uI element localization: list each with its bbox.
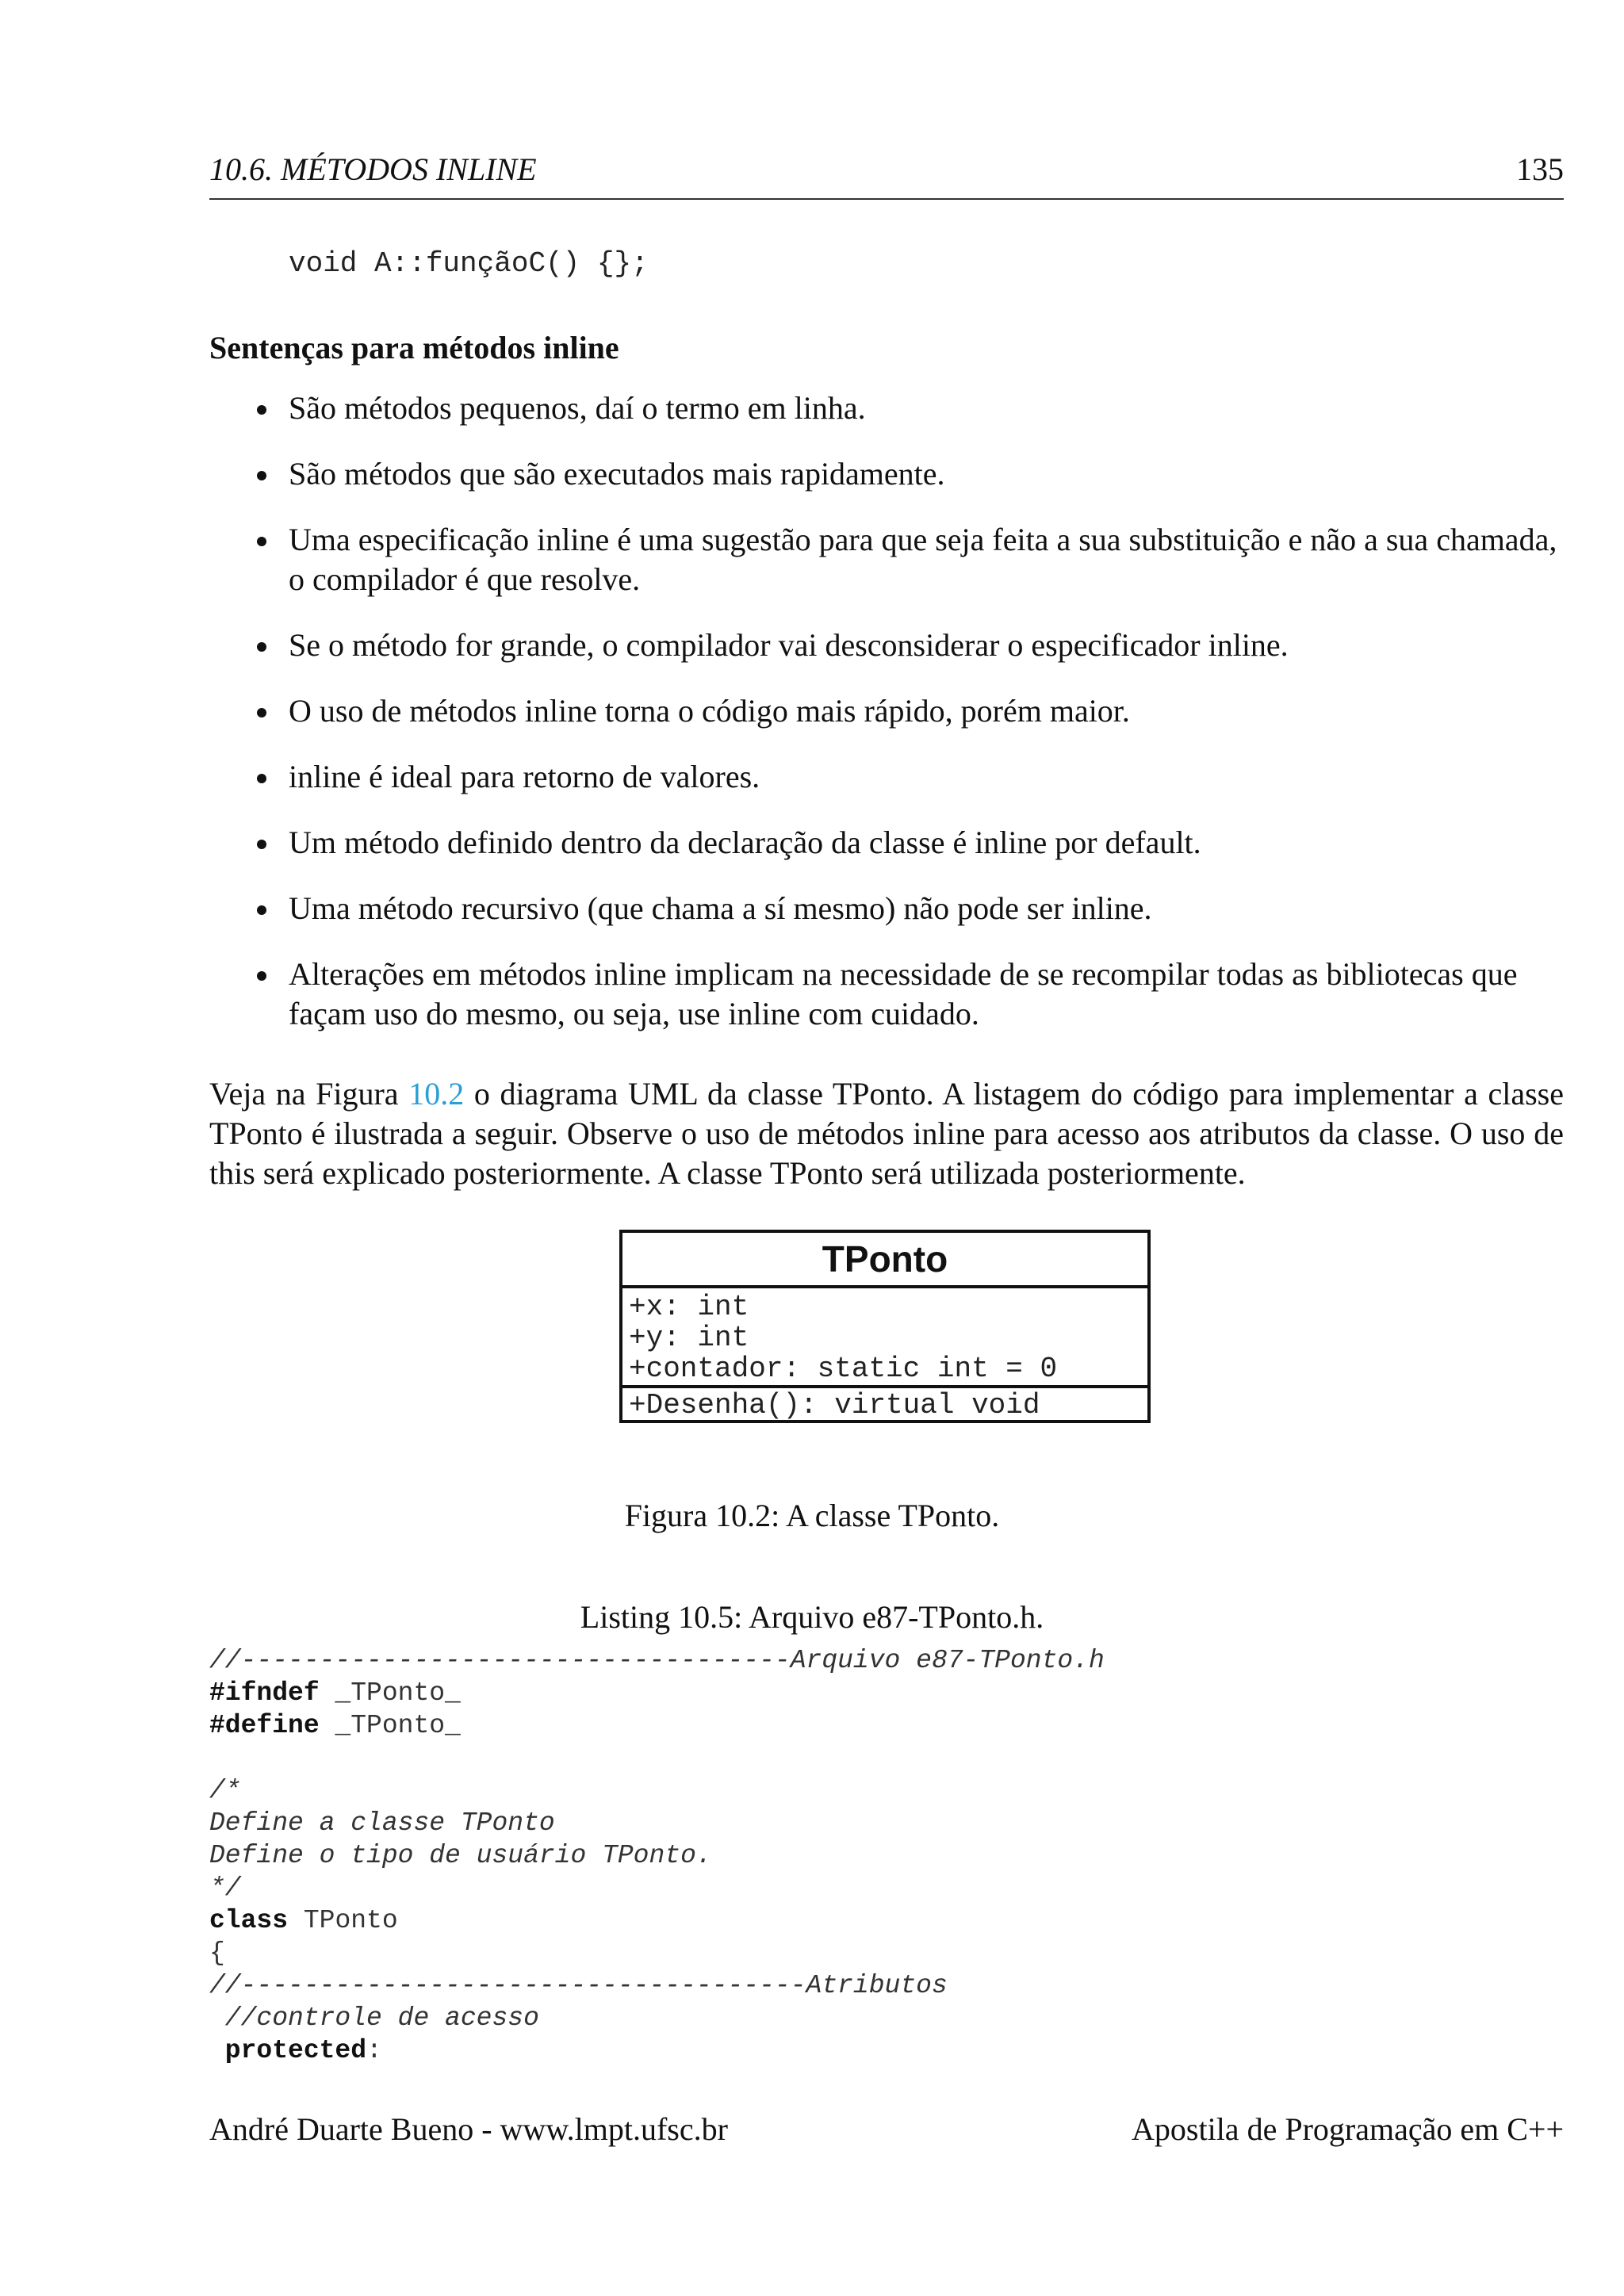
bullet-icon: [257, 405, 266, 415]
list-item-text: Uma método recursivo (que chama a sí mesmo) não pode ser inline.: [289, 890, 1152, 926]
code-comment: */: [209, 1873, 241, 1903]
footer-author: André Duarte Bueno - www.lmpt.ufsc.br: [209, 2111, 728, 2147]
uml-attribute: +x: int: [629, 1291, 749, 1323]
code-comment: Define a classe TPonto: [209, 1808, 555, 1838]
figure-reference-link[interactable]: 10.2: [408, 1076, 465, 1112]
list-item-text: São métodos pequenos, daí o termo em linha.: [289, 390, 866, 426]
list-item-text: O uso de métodos inline torna o código mais rápido, porém maior.: [289, 693, 1130, 729]
list-item-text: Se o método for grande, o compilador vai desconsiderar o especificador inline.: [289, 627, 1289, 663]
footer-book-title: Apostila de Programação em C++: [1132, 2111, 1564, 2147]
uml-attribute: +y: int: [629, 1322, 749, 1354]
list-item: [209, 823, 1564, 863]
code-keyword: #define: [209, 1711, 320, 1740]
list-item-text: Uma especificação inline é uma sugestão para que seja feita a sua substituição e não a sua chamada, o compilador é que resolve.: [289, 522, 1557, 597]
list-item: [209, 955, 1564, 1034]
bullet-icon: [257, 905, 266, 915]
paragraph-text: o diagrama UML da classe TPonto. A listagem do código para implementar a classe TPonto é ilustrada a seguir. Observe o uso de métodos inline para acesso aos atributos da classe. O uso de this será explicado posteriormente. A classe TPonto será utilizada posteriormente.: [209, 1076, 1564, 1191]
list-item: [209, 626, 1564, 665]
running-header: [209, 151, 1564, 200]
paragraph-text: Veja na Figura: [209, 1076, 409, 1112]
figure-caption: Figura 10.2: A classe TPonto.: [624, 1498, 1000, 1533]
uml-class-name: TPonto: [622, 1233, 1147, 1288]
code-text: TPonto: [288, 1906, 398, 1935]
code-keyword: #ifndef: [209, 1678, 320, 1708]
list-item-text: inline é ideal para retorno de valores.: [289, 759, 760, 794]
bullet-icon: [257, 840, 266, 849]
bullet-icon: [257, 971, 266, 981]
uml-class-diagram: [619, 1230, 1151, 1423]
list-item-text: São métodos que são executados mais rapidamente.: [289, 456, 945, 492]
code-line: [209, 1711, 461, 1740]
bullet-list: [209, 388, 1564, 1060]
code-text: _TPonto_: [319, 1711, 461, 1740]
code-line: [209, 2036, 382, 2065]
code-text: :: [366, 2036, 382, 2065]
listing-caption: Listing 10.5: Arquivo e87-TPonto.h.: [580, 1599, 1044, 1635]
uml-method: +Desenha(): virtual void: [629, 1389, 1040, 1422]
code-snippet: void A::funçãoC() {};: [289, 247, 649, 280]
bullet-icon: [257, 642, 266, 652]
code-line: {: [209, 1938, 225, 1968]
code-comment: //-----------------------------------Arquivo e87-TPonto.h: [209, 1646, 1105, 1675]
uml-attributes: [622, 1288, 1147, 1388]
uml-methods: [622, 1388, 1147, 1423]
code-line: [209, 1678, 461, 1708]
bullet-icon: [257, 537, 266, 546]
list-item: [209, 388, 1564, 428]
intro-paragraph: [209, 1074, 1564, 1193]
code-comment: //------------------------------------Atributos: [209, 1971, 948, 2000]
list-item: [209, 520, 1564, 599]
list-item-text: Alterações em métodos inline implicam na necessidade de se recompilar todas as bibliotecas que façam uso do mesmo, ou seja, use inline com cuidado.: [289, 956, 1518, 1031]
bullet-icon: [257, 471, 266, 480]
bullet-icon: [257, 774, 266, 783]
list-item-text: Um método definido dentro da declaração da classe é inline por default.: [289, 825, 1201, 860]
code-comment: /*: [209, 1776, 241, 1805]
list-item: [209, 889, 1564, 928]
list-item: [209, 454, 1564, 494]
bullet-icon: [257, 708, 266, 718]
code-comment: Define o tipo de usuário TPonto.: [209, 1841, 712, 1870]
code-line: [209, 1906, 398, 1935]
page-number: 135: [1516, 151, 1564, 187]
code-keyword: class: [209, 1906, 289, 1935]
uml-attribute: +contador: static int = 0: [629, 1353, 1058, 1385]
code-comment: //controle de acesso: [209, 2003, 539, 2033]
list-item: [209, 691, 1564, 731]
section-heading: Sentenças para métodos inline: [209, 330, 619, 365]
code-text: _TPonto_: [319, 1678, 461, 1708]
section-title: 10.6. MÉTODOS INLINE: [209, 151, 537, 187]
list-item: [209, 757, 1564, 797]
code-keyword: protected: [209, 2036, 367, 2065]
